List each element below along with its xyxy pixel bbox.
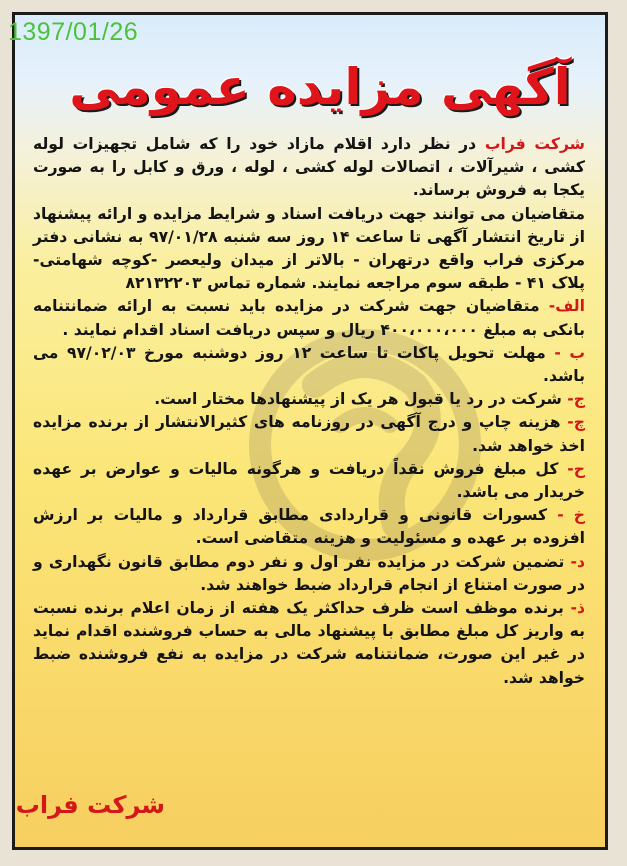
list-item (33, 458, 585, 504)
item-marker: ب - (554, 343, 585, 362)
item-marker: چ- (567, 413, 585, 432)
item-marker: ذ- (570, 599, 585, 618)
company-signature: شرکت فراب (15, 791, 165, 819)
item-marker: ج- (567, 390, 585, 409)
company-name: شرکت فراب (484, 135, 586, 153)
item-marker: الف- (548, 297, 585, 316)
list-item (33, 295, 585, 341)
list-item (33, 342, 585, 388)
item-text: مهلت تحویل پاکات تا ساعت ۱۲ روز دوشنبه مورخ ۹۷/۰۲/۰۳ می باشد. (33, 343, 585, 386)
ad-body (33, 133, 585, 690)
list-item (33, 551, 585, 597)
item-text: برنده موظف است ظرف حداکثر یک هفته از زمان اعلام برنده نسبت به واریز کل مبلغ مطابق با پیشنهاد مالی به حساب فروشنده اقدام نماید در غیر این صورت، ضمانتنامه شرکت در مزایده به نفع فروشنده ضبط خواهد شد. (33, 599, 585, 687)
item-text: کسورات قانونی و قراردادی مطابق قرارداد و مالیات بر ارزش افزوده بر عهده و مسئولیت و هزینه متقاضی است. (33, 506, 585, 548)
list-item (33, 388, 585, 411)
date-stamp: 1397/01/26 (8, 18, 139, 46)
item-text: کل مبلغ فروش نقداً دریافت و هرگونه مالیات و عوارض بر عهده خریدار می باشد. (33, 459, 585, 502)
item-text: هزینه چاپ و درج آگهی در روزنامه های کثیرالانتشار از برنده مزایده اخذ خواهد شد. (33, 413, 585, 455)
item-marker: ح- (567, 459, 585, 478)
ad-title: آگهی مزایده عمومی (69, 58, 571, 116)
instructions-paragraph: متقاضیان می توانند جهت دریافت اسناد و شرایط مزایده و ارائه پیشنهاد از تاریخ انتشار آگهی تا ساعت ۱۴ روز سه شنبه ۹۷/۰۱/۲۸ به نشانی دفتر مرکزی فراب واقع درتهران - بالاتر از میدان ولیعصر -کوچه شهامتی- پلاک ۴۱ - طبقه سوم مراجعه نمایند. شماره تماس ۸۲۱۳۲۲۰۳ (33, 204, 585, 293)
intro-paragraph (33, 133, 585, 203)
item-text: تضمین شرکت در مزایده نفر اول و نفر دوم مطابق قانون نگهداری و در صورت امتناع از انجام قرارداد ضبط خواهند شد. (33, 552, 585, 594)
item-text: متقاضیان جهت شرکت در مزایده باید نسبت به ارائه ضمانتنامه بانکی به مبلغ ۴۰۰،۰۰۰،۰۰۰ ریال و سپس دریافت اسناد اقدام نمایند . (33, 297, 585, 339)
list-item (33, 504, 585, 550)
list-item (33, 597, 585, 690)
item-text: شرکت در رد یا قبول هر یک از پیشنهادها مختار است. (154, 390, 562, 409)
ad-frame (12, 12, 608, 850)
item-marker: خ - (557, 506, 586, 525)
intro-text: در نظر دارد اقلام مازاد خود را که شامل تجهیزات لوله کشی ، شیرآلات ، اتصالات لوله کشی ، لوله ، ورق و کابل را به صورت یکجا به فروش برساند. (33, 135, 585, 200)
list-item (33, 411, 585, 457)
item-marker: د- (570, 552, 585, 571)
